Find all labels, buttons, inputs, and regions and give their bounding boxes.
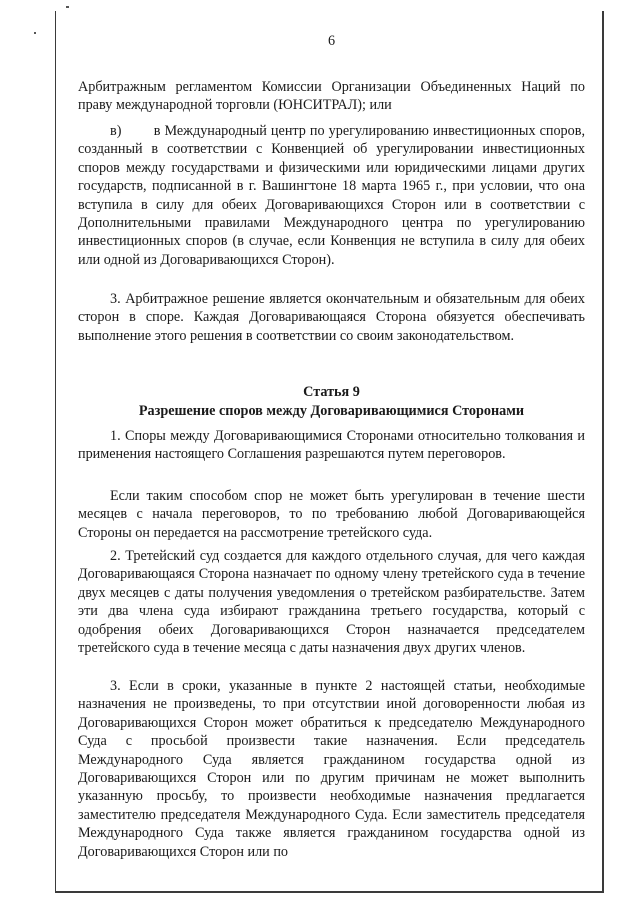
scan-artifact <box>34 32 36 34</box>
paragraph-item-v: в) в Международный центр по урегулированию инвестиционных споров, созданный в соответствии с Конвенцией об урегулировании инвестиционных споров между государствами и физическими или юридическими лицами других государств, подписанной в г. Вашингтоне 18 марта 1965 г., при условии, что она вступила в силу для обеих Договаривающихся Сторон или в соответствии с Дополнительными правилами Международного центра по урегулированию инвестиционных споров (в случае, если Конвенция не вступила в силу для обеих или одной из Договаривающихся Сторон). <box>78 123 585 268</box>
paragraph-9-1: 1. Споры между Договаривающимися Сторонами относительно толкования и применения настоящего Соглашения разрешаются путем переговоров. <box>78 428 585 463</box>
paragraph-9-2: 2. Третейский суд создается для каждого отдельного случая, для чего каждая Договаривающаяся Сторона назначает по одному члену третейского суда в течение двух месяцев с даты получения уведомления о третейском разбирательстве. Затем эти два члена суда избирают гражданина третьего государства, который с одобрения обеих Договаривающихся Сторон назначается председателем третейского суда в течение месяца с даты назначения двух других членов. <box>78 548 585 657</box>
page-number: 6 <box>327 33 336 49</box>
paragraph-9-3: 3. Если в сроки, указанные в пункте 2 настоящей статьи, необходимые назначения не произведены, то при отсутствии иной договоренности любая из Договаривающихся Сторон может обратиться к председателю Международного Суда с просьбой произвести такие назначения. Если председатель Международного Суда является гражданином государства одной из Договаривающихся Сторон или по другим причинам не может выполнить указанную просьбу, то произвести необходимые назначения предлагается заместителю председателя Международного Суда. Если заместитель председателя Международного Суда также является гражданином государства одной из Договаривающихся Сторон или по <box>78 678 585 860</box>
article-heading: Статья 9 <box>303 384 360 400</box>
scan-artifact <box>66 6 69 8</box>
article-title: Разрешение споров между Договаривающимися Сторонами <box>138 403 525 419</box>
paragraph-9-1-continued: Если таким способом спор не может быть урегулирован в течение шести месяцев с начала переговоров, то по требованию любой Договаривающейся Стороны он передается на рассмотрение третейского суда. <box>78 488 585 541</box>
paragraph-continuation: Арбитражным регламентом Комиссии Организации Объединенных Наций по праву международной торговли (ЮНСИТРАЛ); или <box>78 79 585 114</box>
paragraph-3: 3. Арбитражное решение является окончательным и обязательным для обеих сторон в споре. Каждая Договаривающаяся Сторона обязуется обеспечивать выполнение этого решения в соответствии со своим законодательством. <box>78 291 585 344</box>
